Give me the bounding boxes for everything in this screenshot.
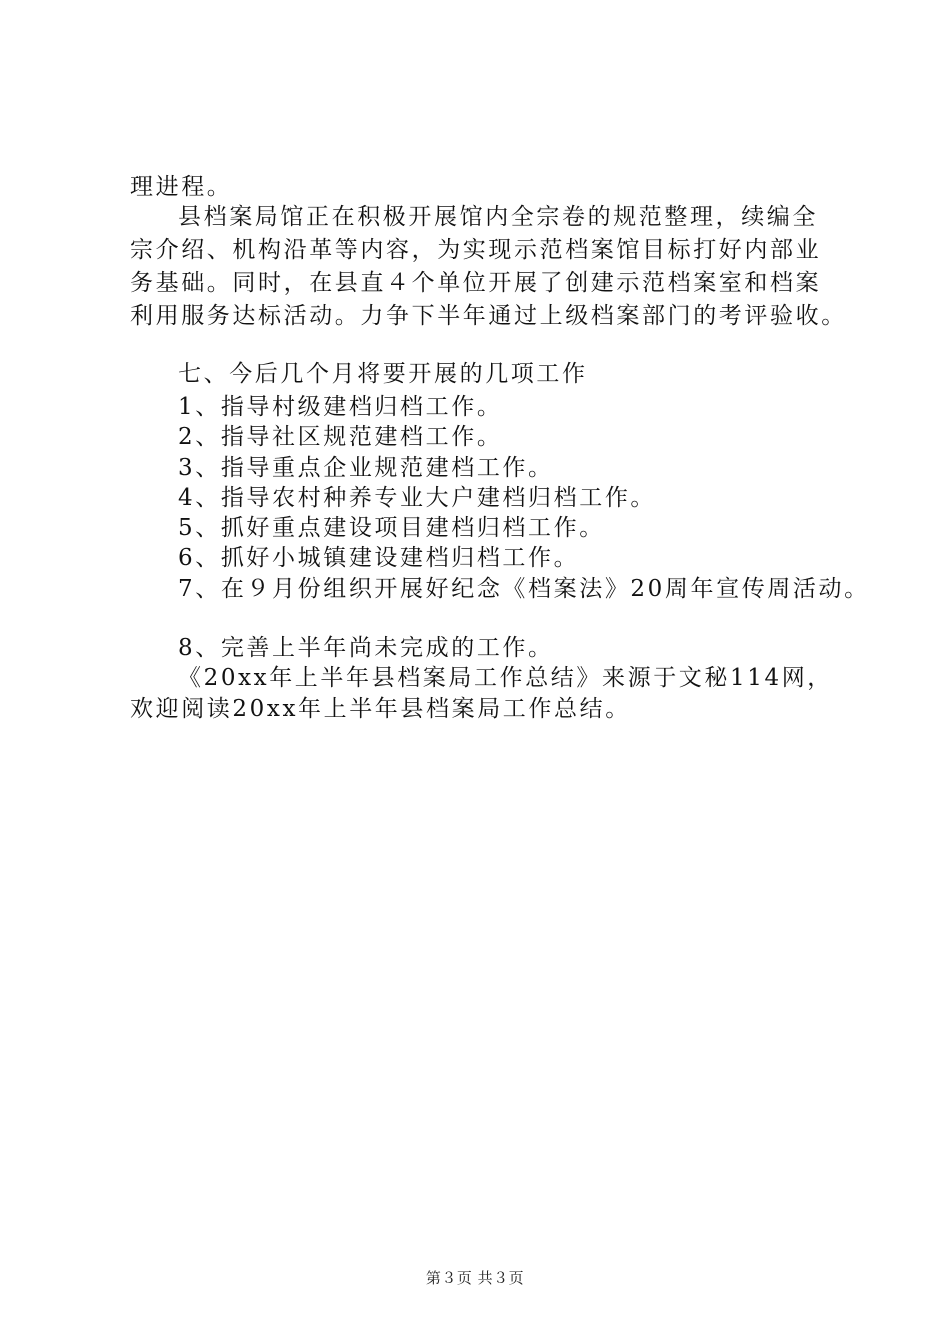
list-item: 4、指导农村种养专业大户建档归档工作。 [178,485,657,511]
list-item: 1、指导村级建档归档工作。 [178,394,503,420]
paragraph-line: 县档案局馆正在积极开展馆内全宗卷的规范整理，续编全 [178,204,818,230]
list-item: 7、在９月份组织开展好纪念《档案法》20周年宣传周活动。 [178,576,870,602]
source-note-line: 欢迎阅读20xx年上半年县档案局工作总结。 [130,696,631,722]
paragraph-line: 利用服务达标活动。力争下半年通过上级档案部门的考评验收。 [130,303,847,329]
paragraph-line: 务基础。同时，在县直４个单位开展了创建示范档案室和档案 [130,270,822,296]
list-item: 8、完善上半年尚未完成的工作。 [178,635,554,661]
list-item: 2、指导社区规范建档工作。 [178,424,503,450]
page-number: 第３页 共３页 [425,1269,525,1287]
section-heading: 七、今后几个月将要开展的几项工作 [178,361,588,387]
paragraph-line: 理进程。 [130,174,233,200]
list-item: 5、抓好重点建设项目建档归档工作。 [178,515,605,541]
list-item: 6、抓好小城镇建设建档归档工作。 [178,545,580,571]
list-item: 3、指导重点企业规范建档工作。 [178,455,554,481]
source-note-line: 《20xx年上半年县档案局工作总结》来源于文秘114网， [178,665,833,691]
paragraph-line: 宗介绍、机构沿革等内容，为实现示范档案馆目标打好内部业 [130,237,822,263]
